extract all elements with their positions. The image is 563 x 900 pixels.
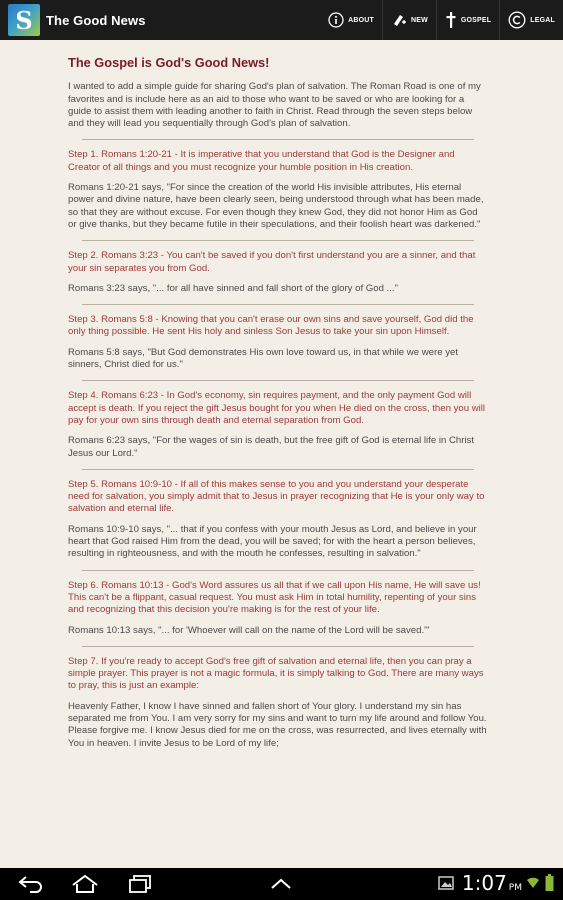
wifi-icon bbox=[526, 876, 540, 890]
clock-time: 1:07 bbox=[461, 871, 507, 895]
copyright-icon bbox=[508, 11, 526, 29]
cross-icon bbox=[445, 11, 457, 29]
legal-button[interactable] bbox=[499, 0, 563, 40]
battery-icon bbox=[545, 874, 554, 892]
step-2-text: Step 2. Romans 3:23 - You can't be saved if you don't first understand you are a sinner, and that your sin separates you from God. bbox=[68, 250, 476, 274]
step-4-verse: Romans 6:23 says, "For the wages of sin is death, but the free gift of God is eternal life in Christ Jesus our Lord." bbox=[68, 435, 475, 459]
step-1-text: Step 1. Romans 1:20-21 - It is imperative that you understand that God is the Designer and Creator of all things and you must recognize your humble position in His creation. bbox=[68, 149, 455, 173]
divider bbox=[82, 240, 474, 241]
step-6-text: Step 6. Romans 10:13 - God's Word assures us all that if we call upon His name, He will save us! This can't be a flippant, casual request. You must ask Him in total humility, repenting of your sins and recognizing that this decision you're making is for the rest of your life. bbox=[68, 579, 481, 616]
gospel-button[interactable] bbox=[436, 0, 499, 40]
action-bar bbox=[0, 0, 563, 40]
recent-apps-icon[interactable] bbox=[127, 873, 155, 895]
divider bbox=[82, 646, 474, 647]
gospel-content bbox=[68, 57, 488, 750]
new-label: NEW bbox=[410, 16, 428, 24]
gallery-notification-icon bbox=[438, 876, 454, 890]
step-6-verse: Romans 10:13 says, "... for 'Whoever will call on the name of the Lord will be saved.'" bbox=[68, 624, 430, 636]
step-4-text: Step 4. Romans 6:23 - In God's economy, sin requires payment, and the only payment God will accept is death. If you reject the gift Jesus bought for you when He died on the cross, then you will pay for your own sins through death and eternal separation from God. bbox=[68, 390, 486, 426]
status-clock bbox=[462, 871, 522, 895]
app-logo-glyph: S bbox=[15, 6, 33, 35]
step-3-verse: Romans 5:8 says, "But God demonstrates His own love toward us, in that while we were yet sinners, Christ died for us." bbox=[68, 346, 458, 371]
home-icon[interactable] bbox=[70, 873, 100, 895]
info-icon bbox=[328, 12, 344, 28]
step-3-text: Step 3. Romans 5:8 - Knowing that you can't erase our own sins and save yourself, God did the only thing possible. He sent His holy and sinless Son Jesus to take your sin upon Himself. bbox=[68, 314, 474, 338]
step-5-text: Step 5. Romans 10:9-10 - If all of this makes sense to you and you understand your desperate need for salvation, you simply admit that to Jesus in prayer recognizing that He is your only way to salvation and eternal life. bbox=[68, 478, 485, 515]
action-items bbox=[320, 0, 563, 40]
back-icon[interactable] bbox=[17, 873, 45, 895]
step-2-verse: Romans 3:23 says, "... for all have sinned and fall short of the glory of God ..." bbox=[68, 282, 398, 294]
menu-up-icon[interactable] bbox=[269, 877, 293, 891]
legal-label: LEGAL bbox=[530, 16, 555, 24]
divider bbox=[82, 139, 474, 140]
step-7-prayer: Heavenly Father, I know I have sinned and fallen short of Your glory. I understand my sin has separated me from You. I am very sorry for my sins and want to turn my life around and follow You. Please forgive me. I know Jesus died for me on the cross, was resurrected, and lives eternally with You in heaven. I invite Jesus to be Lord of my life; bbox=[68, 700, 487, 749]
step-5-verse: Romans 10:9-10 says, "... that if you confess with your mouth Jesus as Lord, and believe in your heart that God raised Him from the dead, you will be saved; for with the heart a person believes, resulting in righteousness, and with the mouth he confesses, resulting in salvation." bbox=[68, 523, 477, 560]
intro-paragraph: I wanted to add a simple guide for sharing God's plan of salvation. The Roman Road is one of my favorites and is include here as an aid to those who want to be saved or who are looking for a guide to assist them with leading another to faith in Christ. Read through the seven steps below and they will lead you sequentially through God's plan of salvation. bbox=[68, 81, 481, 130]
step-7-text: Step 7. If you're ready to accept God's free gift of salvation and eternal life, then you can pray a simple prayer. This prayer is not a magic formula, it is simply talking to God. There are many ways to pray, this is just an example: bbox=[68, 655, 484, 692]
clock-ampm: PM bbox=[508, 883, 522, 893]
system-nav-bar bbox=[0, 868, 563, 900]
page-title: The Gospel is God's Good News! bbox=[68, 55, 270, 70]
divider bbox=[82, 304, 474, 305]
divider bbox=[82, 469, 474, 470]
new-icon bbox=[391, 12, 407, 28]
about-button[interactable] bbox=[320, 0, 382, 40]
divider bbox=[82, 380, 474, 381]
app-logo-icon[interactable] bbox=[8, 4, 40, 36]
step-1-verse: Romans 1:20-21 says, "For since the creation of the world His invisible attributes, His eternal power and divine nature, have been clearly seen, being understood through what has been made, so that they are without excuse. For even though they knew God, they did not honor Him as God or give thanks, but they became futile in their speculations, and their foolish heart was darkened." bbox=[68, 182, 484, 230]
app-title: The Good News bbox=[46, 12, 146, 28]
new-button[interactable] bbox=[382, 0, 436, 40]
gospel-label: GOSPEL bbox=[460, 16, 492, 24]
about-label: ABOUT bbox=[348, 16, 374, 24]
divider bbox=[82, 570, 474, 571]
